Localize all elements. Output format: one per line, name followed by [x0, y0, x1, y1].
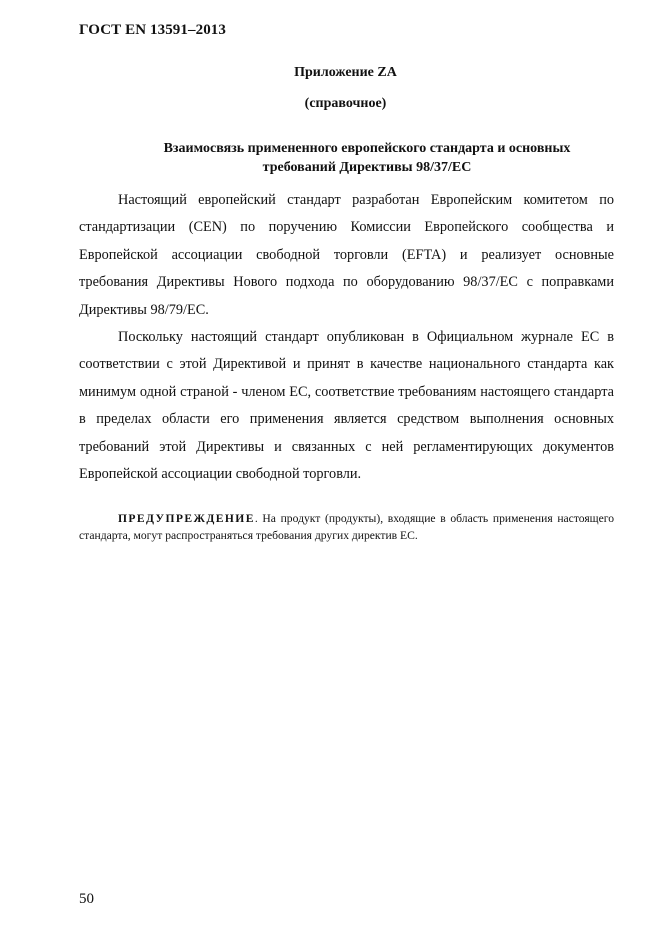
annex-title: Приложение ZA	[294, 65, 397, 80]
section-title	[117, 139, 617, 177]
warning-text: . На продукт (продукты), входящие в область применения настоящего стандарта, могут распространяться требования других директив ЕС.	[79, 512, 614, 542]
paragraph-1: Настоящий европейский стандарт разработан Европейским комитетом по стандартизации (CEN) по поручению Комиссии Европейского сообщества и Европейской ассоциации свободной торговли (EFTA) и реализует основные требования Директивы Нового подхода по оборудованию 98/37/ЕС с поправками Директивы 98/79/ЕС.	[79, 192, 614, 318]
section-title-line-1: Взаимосвязь примененного европейского стандарта и основных	[163, 141, 571, 156]
warning-paragraph	[79, 510, 614, 544]
paragraph-2: Поскольку настоящий стандарт опубликован в Официальном журнале ЕС в соответствии с этой Директивой и принят в качестве национального стандарта как минимум одной страной - членом ЕС, соответствие требованиям настоящего стандарта в пределах области его применения является средством выполнения основных требований этой Директивы и связанных с ней регламентирующих документов Европейской ассоциации свободной торговли.	[79, 329, 614, 483]
document-code-header: ГОСТ EN 13591–2013	[79, 22, 226, 38]
page-number: 50	[79, 891, 94, 907]
warning-note	[79, 510, 614, 544]
section-title-line-2: требований Директивы 98/37/ЕС	[262, 160, 472, 175]
body-text	[79, 187, 614, 488]
annex-subtitle: (справочное)	[304, 96, 387, 111]
warning-label: ПРЕДУПРЕЖДЕНИЕ	[118, 512, 255, 525]
